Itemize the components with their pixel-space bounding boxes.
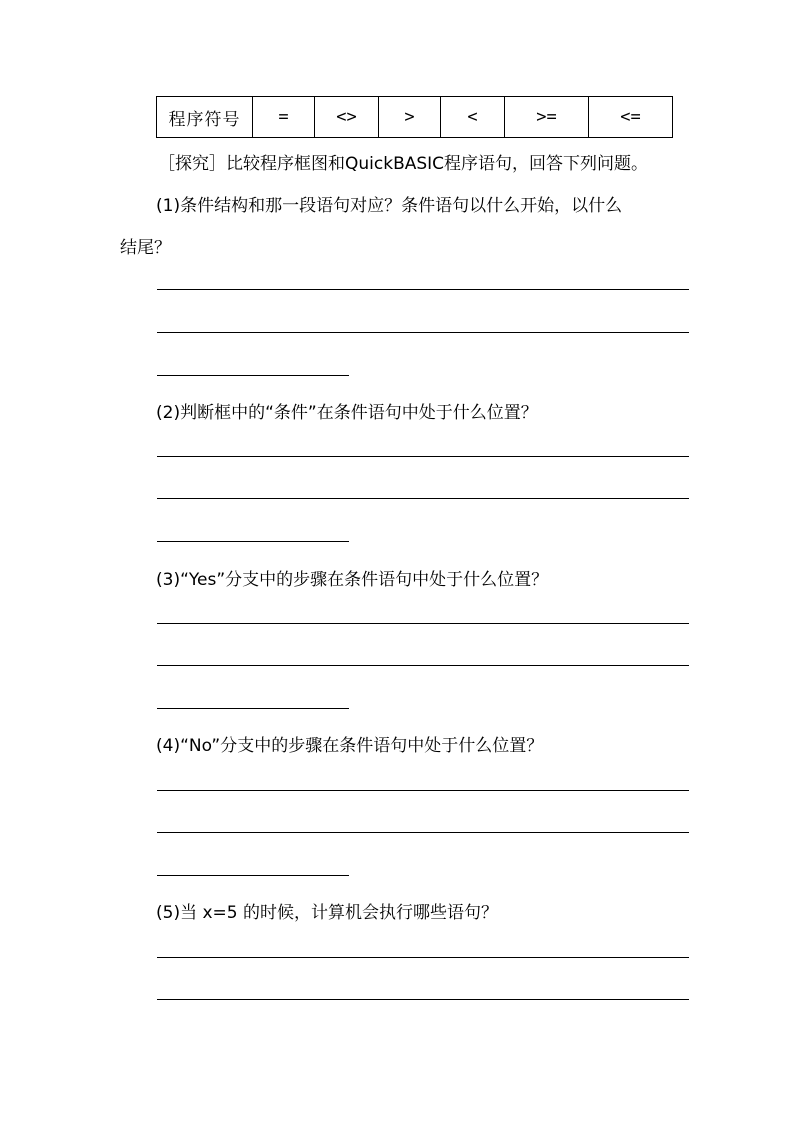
answer-line xyxy=(157,375,349,376)
question-1-text: (1)条件结构和那一段语句对应？条件语句以什么开始，以什么 xyxy=(156,196,623,216)
answer-line xyxy=(157,957,689,958)
symbol-greater-equal: >= xyxy=(505,97,589,138)
answer-line xyxy=(157,875,349,876)
intro-text: ［探究］比较程序框图和QuickBASIC程序语句，回答下列问题。 xyxy=(158,154,649,174)
answer-line xyxy=(157,665,689,666)
question-2-text: (2)判断框中的“条件”在条件语句中处于什么位置？ xyxy=(156,403,538,423)
answer-line xyxy=(157,623,689,624)
symbol-table-row xyxy=(157,97,673,138)
answer-line xyxy=(157,498,689,499)
answer-line xyxy=(157,790,689,791)
answer-line xyxy=(157,999,689,1000)
question-1-text-cont: 结尾？ xyxy=(120,238,171,258)
symbol-greater: > xyxy=(379,97,441,138)
answer-line xyxy=(157,541,349,542)
question-5-text: (5)当 x=5 的时候，计算机会执行哪些语句？ xyxy=(156,903,499,923)
symbol-less: < xyxy=(441,97,505,138)
symbol-table-header: 程序符号 xyxy=(157,97,253,138)
program-symbol-table xyxy=(156,96,673,138)
answer-line xyxy=(157,456,689,457)
answer-line xyxy=(157,289,689,290)
answer-line xyxy=(157,332,689,333)
symbol-less-equal: <= xyxy=(589,97,673,138)
question-3-text: (3)“Yes”分支中的步骤在条件语句中处于什么位置？ xyxy=(156,570,549,590)
symbol-not-equal: <> xyxy=(315,97,379,138)
answer-line xyxy=(157,832,689,833)
symbol-equal: = xyxy=(253,97,315,138)
question-4-text: (4)“No”分支中的步骤在条件语句中处于什么位置？ xyxy=(156,736,544,756)
answer-line xyxy=(157,708,349,709)
